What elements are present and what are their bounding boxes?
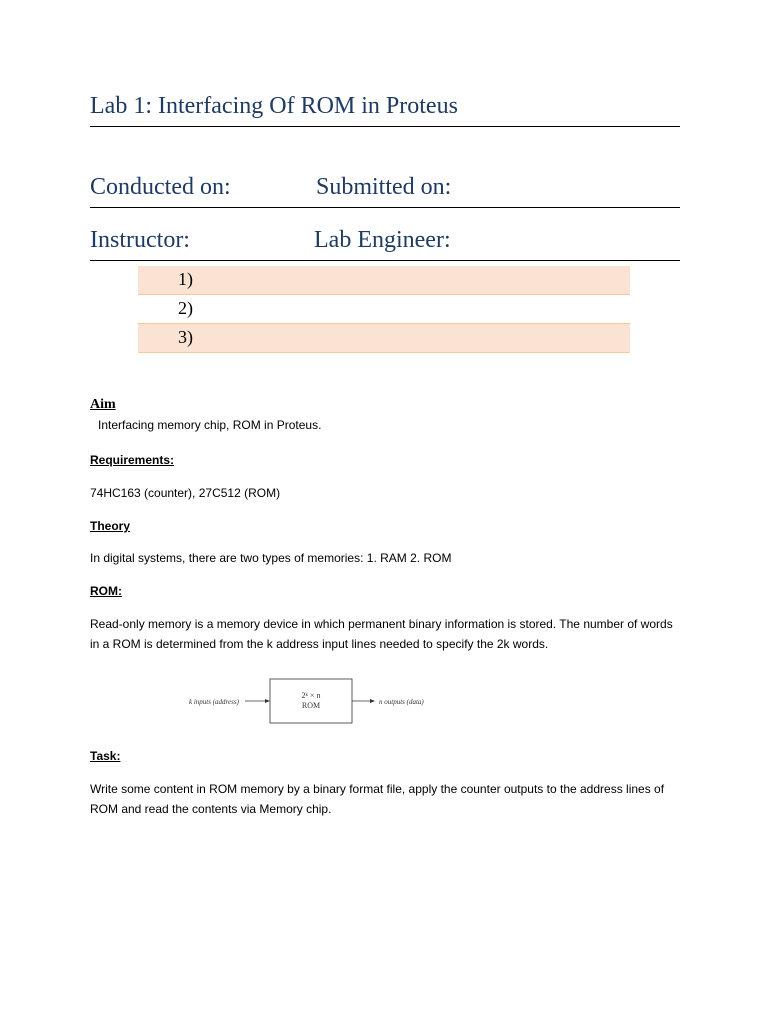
rom-heading-text: ROM: [90, 584, 122, 598]
theory-heading-text: Theory [90, 519, 131, 533]
requirements-heading [90, 450, 680, 470]
rom-text: Read-only memory is a memory device in which permanent binary information is stored. The number of words in a ROM is determined from the k address input lines needed to specify the 2k words. [90, 617, 673, 651]
rom-box-line1: 2ᵏ × n [301, 691, 321, 700]
member-number: 3) [178, 327, 193, 347]
table-row [138, 266, 630, 295]
aim-section [90, 395, 680, 435]
member-number: 1) [178, 269, 193, 289]
member-number: 2) [178, 298, 193, 318]
task-heading-text: Task: [90, 749, 121, 763]
table-row [138, 295, 630, 324]
rom-box-line2: ROM [301, 701, 321, 710]
instructor-label: Instructor: [90, 227, 190, 253]
aim-text: Interfacing memory chip, ROM in Proteus. [98, 418, 322, 432]
theory-text: In digital systems, there are two types of memories: 1. RAM 2. ROM [90, 551, 452, 565]
conducted-on-label: Conducted on: [90, 174, 231, 200]
task-text: Write some content in ROM memory by a binary format file, apply the counter outputs to the address lines of ROM and read the contents via Memory chip. [90, 782, 665, 816]
rom-heading [90, 581, 680, 601]
dates-row [90, 173, 680, 208]
page-title: Lab 1: Interfacing Of ROM in Proteus [90, 92, 680, 127]
members-table [138, 266, 630, 353]
lab-engineer-label: Lab Engineer: [314, 227, 451, 253]
staff-row [90, 226, 680, 261]
submitted-on-label: Submitted on: [316, 174, 452, 200]
requirements-text: 74HC163 (counter), 27C512 (ROM) [90, 486, 281, 500]
requirements-heading-text: Requirements: [90, 453, 175, 467]
diagram-output-label: n outputs (data) [379, 698, 424, 706]
diagram-input-label: k inputs (address) [189, 698, 239, 706]
output-arrowhead [370, 699, 375, 703]
rom-block-diagram [185, 676, 435, 728]
task-heading [90, 746, 680, 766]
aim-heading: Aim [90, 397, 116, 412]
input-arrowhead [265, 699, 270, 703]
theory-heading [90, 516, 680, 536]
table-row [138, 324, 630, 353]
